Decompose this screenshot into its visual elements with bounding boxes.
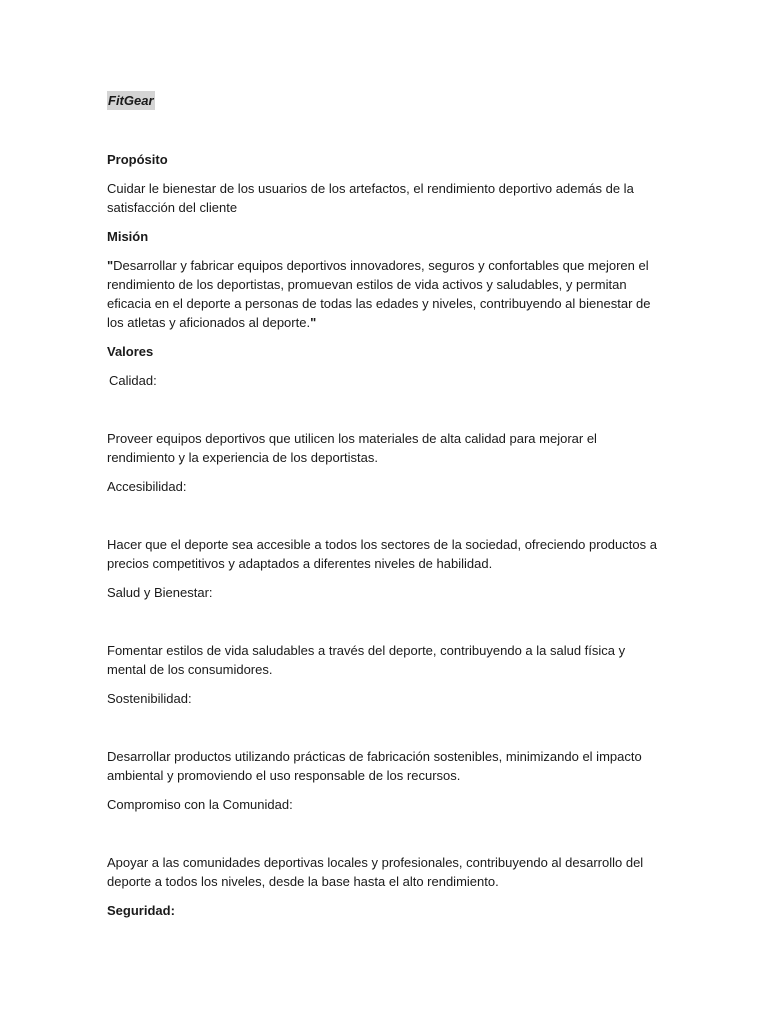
value-title: Sostenibilidad: — [107, 691, 192, 706]
mission-heading: Misión — [107, 229, 149, 244]
brand-name: FitGear — [108, 93, 154, 108]
value-title: Compromiso con la Comunidad: — [107, 797, 293, 812]
value-title: Calidad: — [109, 373, 157, 388]
value-title: Seguridad: — [107, 903, 175, 918]
mission-quote-close: " — [310, 315, 317, 330]
value-title: Salud y Bienestar: — [107, 585, 213, 600]
value-description: Proveer equipos deportivos que utilicen los materiales de alta calidad para mejorar el rendimiento y la experiencia de los deportistas. — [107, 431, 597, 465]
values-heading: Valores — [107, 344, 154, 359]
value-description: Hacer que el deporte sea accesible a todos los sectores de la sociedad, ofreciendo productos a precios competitivos y adaptados a diferentes niveles de habilidad. — [107, 537, 657, 571]
mission-body: Desarrollar y fabricar equipos deportivos innovadores, seguros y confortables que mejoren el rendimiento de los deportistas, promuevan estilos de vida activos y saludables, y permitan eficacia en el deporte a personas de todas las edades y niveles, contribuyendo al bienestar de los atletas y aficionados al deporte. — [107, 258, 651, 330]
value-description: Fomentar estilos de vida saludables a través del deporte, contribuyendo a la salud física y mental de los consumidores. — [107, 643, 626, 677]
value-description: Desarrollar productos utilizando prácticas de fabricación sostenibles, minimizando el impacto ambiental y promoviendo el uso responsable de los recursos. — [107, 749, 642, 783]
mission-text — [107, 256, 667, 332]
value-title: Accesibilidad: — [107, 479, 187, 494]
purpose-heading: Propósito — [107, 152, 168, 167]
value-description: Apoyar a las comunidades deportivas locales y profesionales, contribuyendo al desarrollo del deporte a todos los niveles, desde la base hasta el alto rendimiento. — [107, 855, 644, 889]
mission-quote-open: " — [107, 258, 114, 273]
purpose-text: Cuidar le bienestar de los usuarios de los artefactos, el rendimiento deportivo además de la satisfacción del cliente — [107, 181, 634, 215]
